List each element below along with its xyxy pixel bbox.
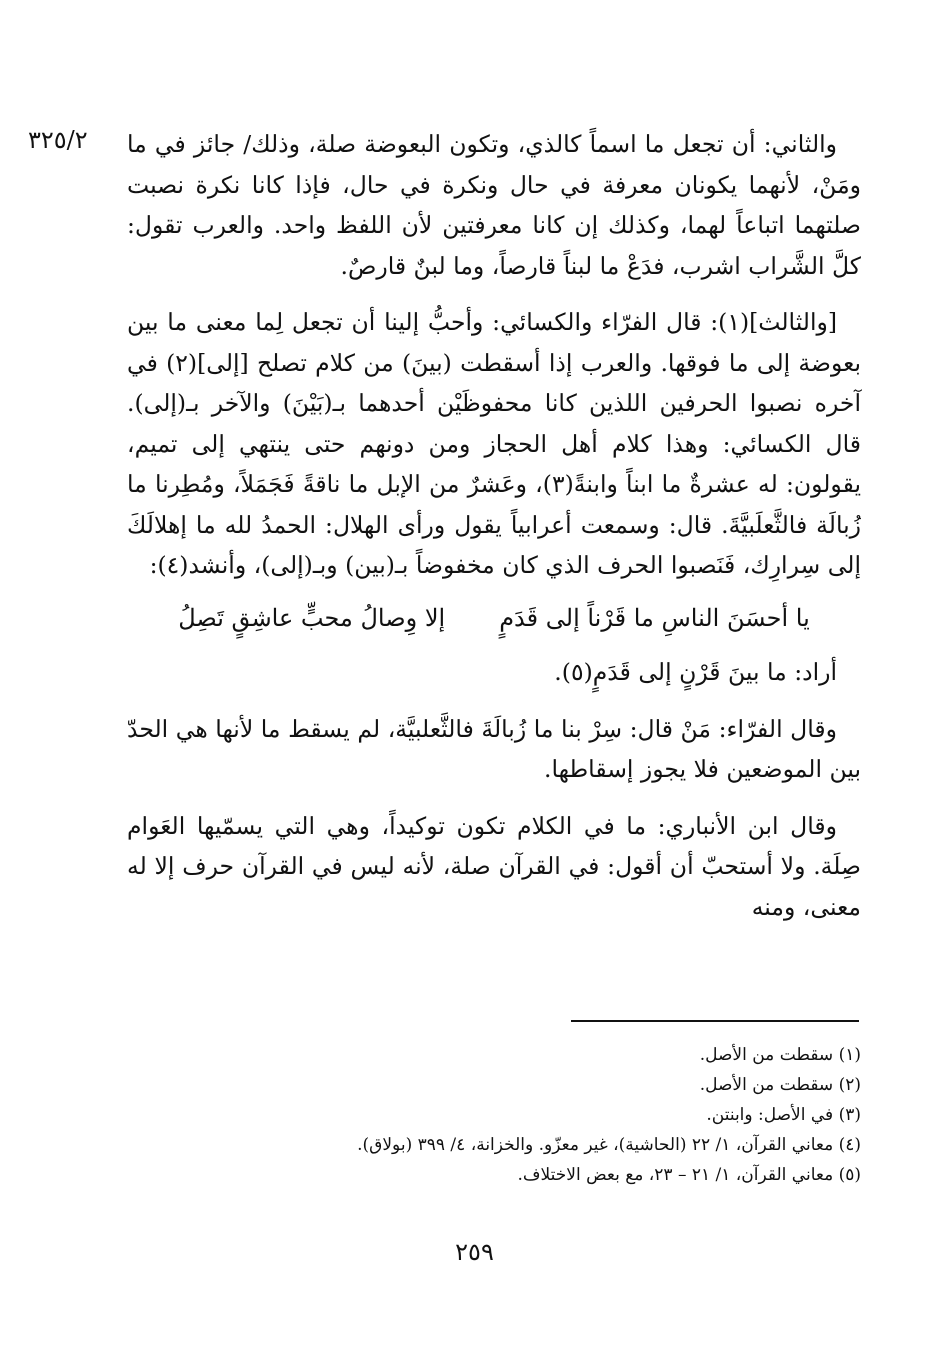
paragraph-verse-meaning: أراد: ما بينَ قَرْنٍ إلى قَدَمٍ(٥). (554, 658, 837, 686)
page-number: ٢٥٩ (455, 1238, 494, 1266)
footnote-item: (٢) سقطت من الأصل. (699, 1075, 861, 1095)
footnotes (261, 1040, 861, 1190)
paragraph-third-view: [والثالث](١): قال الفرّاء والكسائي: وأحبُّ إلينا أن تجعل لِما معنى ما بين بعوضة إلى ما فوقها. والعرب إذا أسقطت (بينَ) من كلام تصلح [إلى](٢) في آخره نصبوا الحرفين اللذين كانا محفوظَيْن أحدهما بـ(بَيْنَ) والآخر بـ(إلى). قال الكسائي: وهذا كلام أهل الحجاز ومن دونهم حتى ينتهي إلى تميم، يقولون: له عشرةٌ ما ابناً وابنةً(٣)، وعَشرٌ من الإبل ما ناقةً فَجَمَلاً، ومُطِرنا ما زُبالَة فالثَّعلَبيَّةَ. قال: وسمعت أعرابياً يقول ورأى الهلال: الحمدُ لله ما إهلالَكَ إلى سِرارِك، فَنَصبوا الحرف الذي كان مخفوضاً بـ(بين) وبـ(إلى)، وأنشد(٤): (127, 308, 861, 579)
verse-first-hemistich: يا أحسَنَ الناسِ ما قَرْناً إلى قَدَمٍ (499, 603, 810, 632)
footnote-item: (٣) في الأصل: وابنتن. (706, 1105, 861, 1125)
paragraph-second-view: والثاني: أن تجعل ما اسماً كالذي، وتكون البعوضة صلة، وذلك/ جائز في ما ومَنْ، لأنهما يكونان معرفة في حال ونكرة في حال، فإذا كانا نكرة نصبت صلتهما اتباعاً لهما، وكذلك إن كانا معرفتين لأن اللفظ واحد. والعرب تقول: كلَّ الشَّراب اشرب، فدَعْ ما لبناً قارصاً، وما لبنٌ قارصٌ. (127, 130, 861, 280)
footnote-item: (٥) معاني القرآن، ١/ ٢١ – ٢٣، مع بعض الاختلاف. (517, 1165, 861, 1185)
footnote-separator (571, 1020, 859, 1022)
paragraph-farra-quote: وقال الفرّاء: مَنْ قال: سِرْ بنا ما زُبالَةَ فالثَّعلبيَّة، لم يسقط ما لأنها هي الحدّ بين الموضعين فلا يجوز إسقاطها. (127, 714, 861, 783)
paragraph-ibn-anbari: وقال ابن الأنباري: ما في الكلام تكون توكيداً، وهي التي يسمّيها العَوام صِلَة. ولا أستحبّ أن أقول: في القرآن صلة، لأنه ليس في القرآن حرف إلا له معنى، ومنه (127, 811, 861, 921)
main-text (127, 124, 861, 943)
poetry-verse (127, 598, 861, 639)
margin-reference: ٣٢٥/٢ (28, 126, 88, 154)
verse-second-hemistich: إلا وِصالُ محبٍّ عاشِقٍ تَصِلُ (178, 603, 446, 632)
footnote-item: (١) سقطت من الأصل. (699, 1045, 861, 1065)
footnote-item: (٤) معاني القرآن، ١/ ٢٢ (الحاشية)، غير معزّو. والخزانة، ٤/ ٣٩٩ (بولاق). (357, 1135, 861, 1155)
